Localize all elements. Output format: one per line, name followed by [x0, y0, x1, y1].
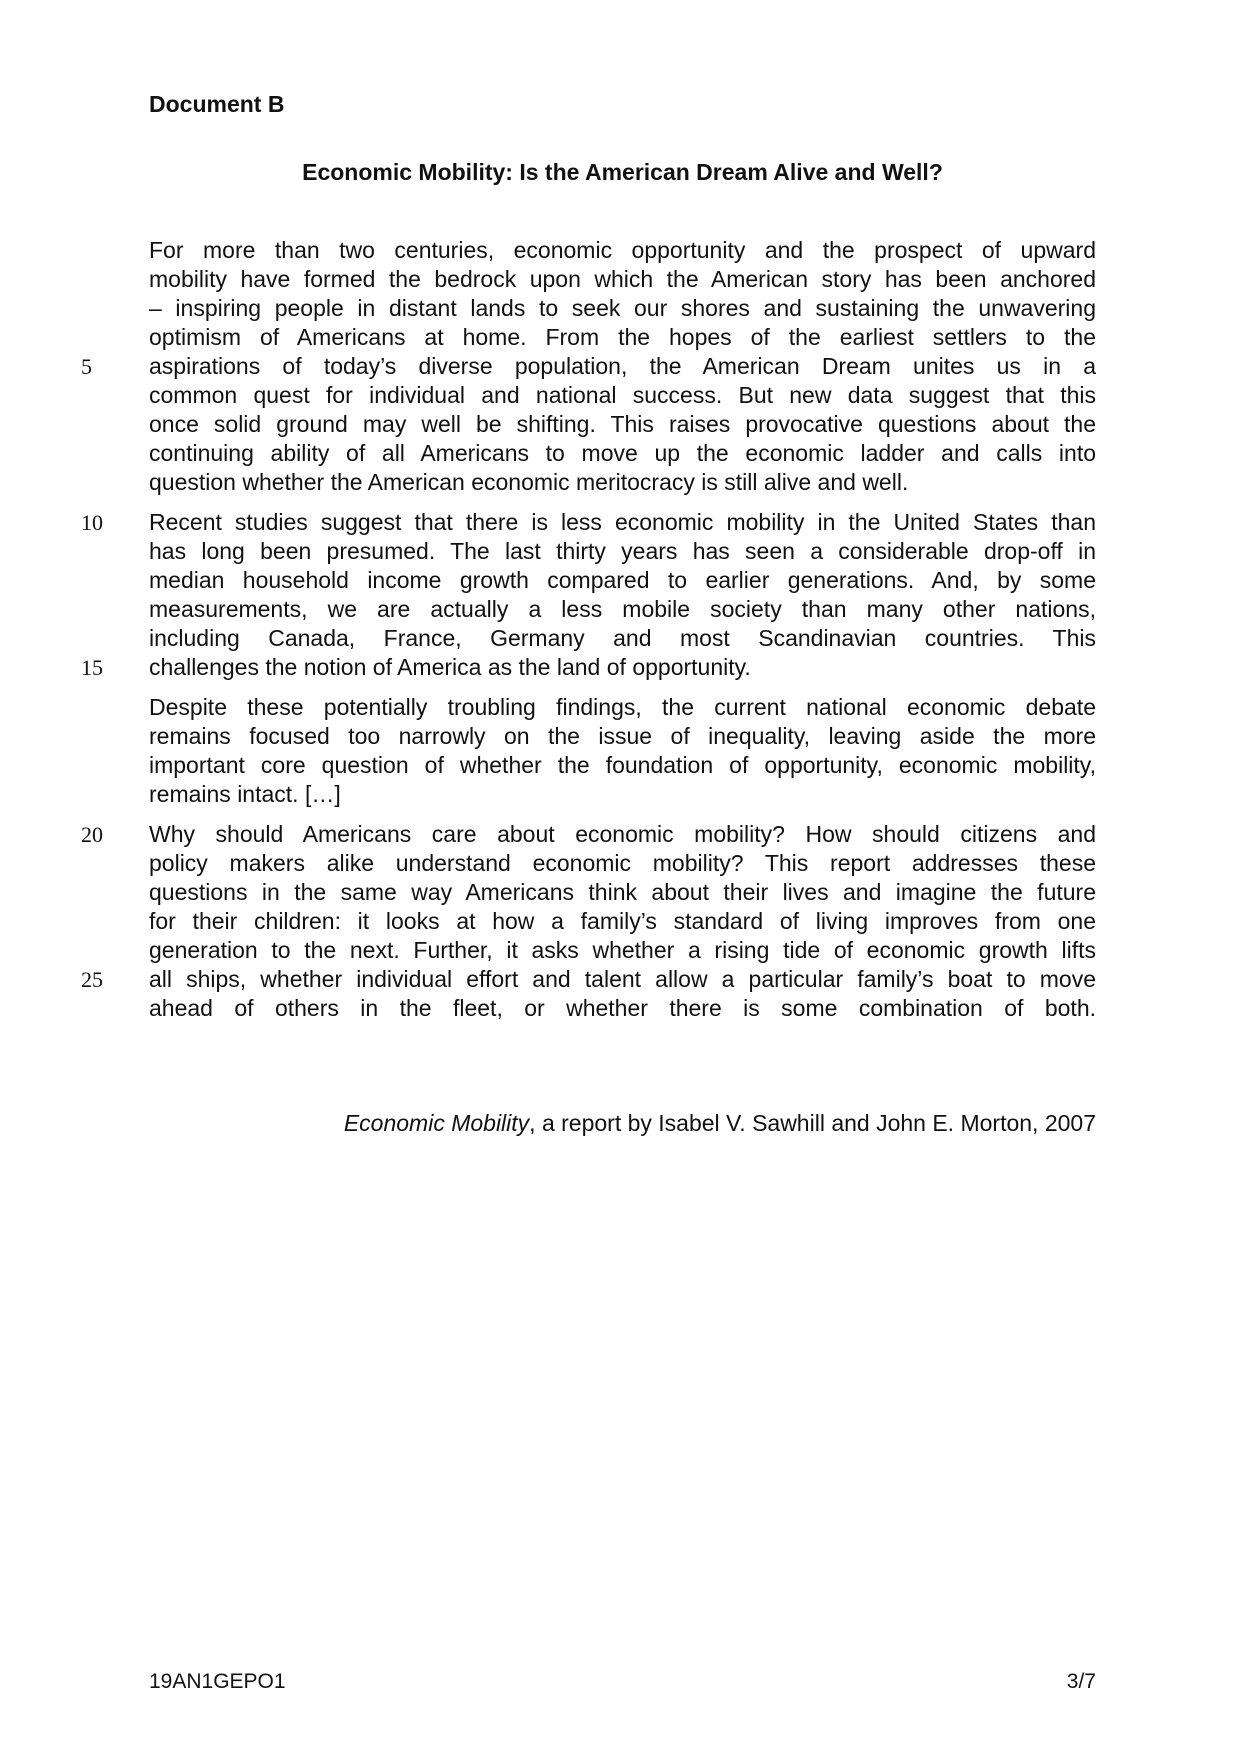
text-line: [149, 468, 1096, 497]
text-line: [81, 820, 1096, 849]
paragraph: [81, 820, 1096, 1023]
line-text: remains intact. […]: [149, 781, 341, 807]
line-text: question whether the American economic meritocracy is still alive and well.: [149, 469, 909, 495]
text-line: [149, 751, 1096, 780]
line-text: measurements, we are actually a less mobile society than many other nations,: [149, 596, 1096, 622]
line-text: for their children: it looks at how a family’s standard of living improves from one: [149, 908, 1096, 934]
line-text: continuing ability of all Americans to move up the economic ladder and calls into: [149, 440, 1096, 466]
text-line: [149, 323, 1096, 352]
source-citation: [344, 1107, 1096, 1139]
line-text: Why should Americans care about economic mobility? How should citizens and: [149, 821, 1096, 847]
line-text: mobility have formed the bedrock upon which the American story has been anchored: [149, 266, 1096, 292]
source-title: Economic Mobility: [343, 1110, 530, 1136]
line-text: remains focused too narrowly on the issue of inequality, leaving aside the more: [149, 723, 1096, 749]
text-line: [149, 439, 1096, 468]
line-text: generation to the next. Further, it asks whether a rising tide of economic growth lifts: [149, 937, 1096, 963]
line-text: median household income growth compared to earlier generations. And, by some: [149, 567, 1096, 593]
text-line: [81, 508, 1096, 537]
document-label: Document B: [149, 91, 285, 117]
line-text: For more than two centuries, economic opportunity and the prospect of upward: [149, 237, 1096, 263]
text-line: [149, 722, 1096, 751]
footer-document-code: 19AN1GEPO1: [149, 1670, 286, 1693]
line-text: – inspiring people in distant lands to seek our shores and sustaining the unwavering: [149, 295, 1096, 321]
text-line: [149, 693, 1096, 722]
line-text: all ships, whether individual effort and talent allow a particular family’s boat to move: [149, 966, 1096, 992]
line-text: challenges the notion of America as the land of opportunity.: [149, 654, 751, 680]
text-line: [149, 624, 1096, 653]
text-line: [149, 265, 1096, 294]
text-line: [149, 537, 1096, 566]
line-text: important core question of whether the foundation of opportunity, economic mobility,: [149, 752, 1096, 778]
text-line: [149, 936, 1096, 965]
line-number: 15: [81, 655, 103, 680]
text-line: [149, 236, 1096, 265]
paragraph: [149, 693, 1096, 809]
line-number: 20: [81, 822, 103, 847]
line-text: Despite these potentially troubling findings, the current national economic debate: [149, 694, 1096, 720]
line-text: Recent studies suggest that there is less economic mobility in the United States than: [149, 509, 1096, 535]
text-line: [149, 595, 1096, 624]
text-line: [81, 965, 1096, 994]
paragraph: [81, 236, 1096, 497]
text-line: [149, 907, 1096, 936]
document-body: [81, 236, 1096, 1034]
text-line: [149, 381, 1096, 410]
paragraph: [81, 508, 1096, 682]
line-text: policy makers alike understand economic mobility? This report addresses these: [149, 850, 1096, 876]
line-text: common quest for individual and national success. But new data suggest that this: [149, 382, 1096, 408]
footer-page-number: 3/7: [1066, 1670, 1096, 1693]
text-line: [149, 410, 1096, 439]
line-text: questions in the same way Americans think about their lives and imagine the future: [149, 879, 1096, 905]
text-line: [81, 653, 1096, 682]
text-line: [149, 294, 1096, 323]
line-text: including Canada, France, Germany and most Scandinavian countries. This: [149, 625, 1096, 651]
line-text: once solid ground may well be shifting. This raises provocative questions about the: [149, 411, 1096, 437]
source-details: , a report by Isabel V. Sawhill and John E. Morton, 2007: [529, 1110, 1096, 1136]
line-number: 25: [81, 967, 103, 992]
text-line: [149, 566, 1096, 595]
line-number: 5: [81, 354, 92, 379]
text-line: [81, 352, 1096, 381]
line-text: has long been presumed. The last thirty years has seen a considerable drop-off in: [149, 538, 1096, 564]
document-title: Economic Mobility: Is the American Dream Alive and Well?: [302, 159, 943, 185]
line-text: ahead of others in the fleet, or whether there is some combination of both.: [149, 995, 1096, 1021]
text-line: [149, 849, 1096, 878]
line-text: aspirations of today’s diverse population, the American Dream unites us in a: [149, 353, 1096, 379]
text-line: [149, 780, 1096, 809]
line-number: 10: [81, 510, 103, 535]
line-text: optimism of Americans at home. From the hopes of the earliest settlers to the: [149, 324, 1096, 350]
text-line: [149, 878, 1096, 907]
text-line: [149, 994, 1096, 1023]
